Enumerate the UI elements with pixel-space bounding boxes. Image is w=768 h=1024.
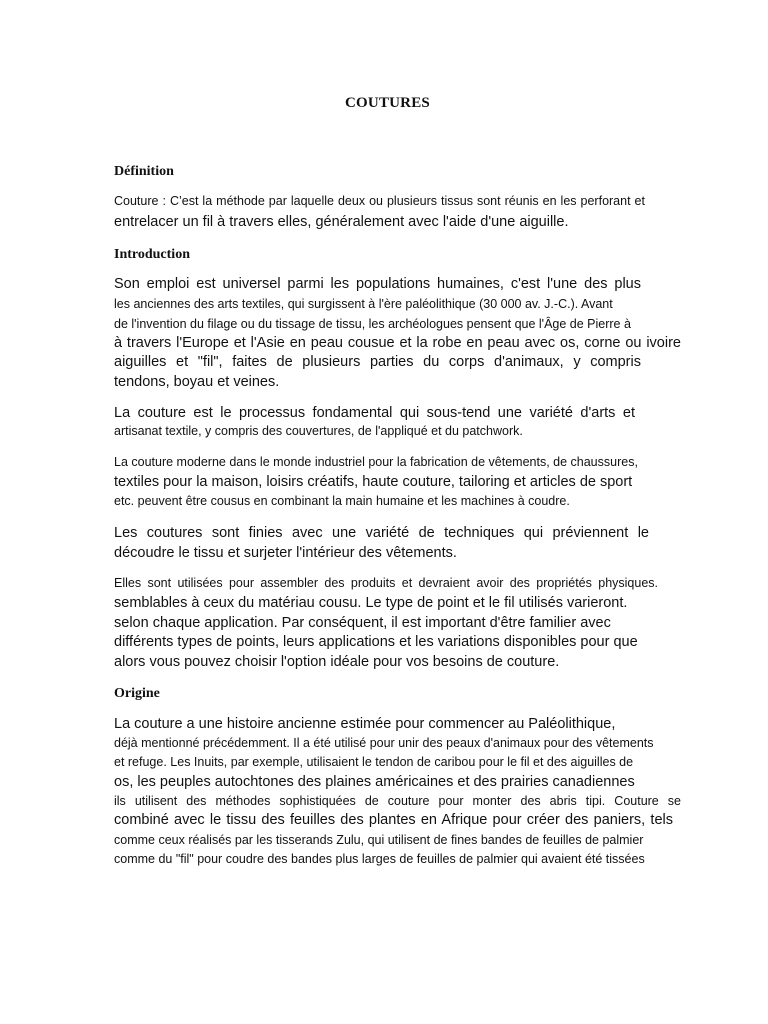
text-line: découdre le tissu et surjeter l'intérieur des vêtements. [114, 545, 457, 561]
text-line: La couture est le processus fondamental qui sous-tend une variété d'arts et [114, 405, 635, 421]
text-line: différents types de points, leurs applications et les variations disponibles pour que [114, 634, 638, 650]
text-line: aiguilles et "fil", faites de plusieurs parties du corps d'animaux, y compris [114, 354, 641, 370]
text-line: etc. peuvent être cousus en combinant la main humaine et les machines à coudre. [114, 494, 570, 508]
text-line: Les coutures sont finies avec une variété de techniques qui préviennent le [114, 525, 649, 541]
text-line: les anciennes des arts textiles, qui surgissent à l'ère paléolithique (30 000 av. J.-C.). Avant [114, 297, 613, 311]
text-line: ils utilisent des méthodes sophistiquées de couture pour monter des abris tipi. Couture se [114, 794, 681, 808]
text-line: alors vous pouvez choisir l'option idéale pour vos besoins de couture. [114, 654, 560, 670]
text-line: comme du "fil" pour coudre des bandes plus larges de feuilles de palmier qui avaient été tissées [114, 852, 645, 866]
text-line: déjà mentionné précédemment. Il a été utilisé pour unir des peaux d'animaux pour des vêtements [114, 736, 654, 750]
text-line: Son emploi est universel parmi les populations humaines, c'est l'une des plus [114, 276, 641, 292]
text-line: et refuge. Les Inuits, par exemple, utilisaient le tendon de caribou pour le fil et des aiguilles de [114, 755, 634, 769]
text-line: à travers l'Europe et l'Asie en peau cousue et la robe en peau avec os, corne ou ivoire [114, 335, 681, 351]
text-line: artisanat textile, y compris des couvertures, de l'appliqué et du patchwork. [114, 424, 523, 438]
text-line: entrelacer un fil à travers elles, généralement avec l'aide d'une aiguille. [114, 214, 569, 230]
text-line: tendons, boyau et veines. [114, 374, 280, 390]
text-line: combiné avec le tissu des feuilles des plantes en Afrique pour créer des paniers, tels [114, 812, 673, 828]
text-line: textiles pour la maison, loisirs créatifs, haute couture, tailoring et articles de sport [114, 474, 633, 490]
text-line: semblables à ceux du matériau cousu. Le type de point et le fil utilisés varieront. [114, 595, 628, 611]
introduction-heading: Introduction [114, 247, 190, 262]
text-line: selon chaque application. Par conséquent, il est important d'être familier avec [114, 615, 611, 631]
text-line: La couture moderne dans le monde industriel pour la fabrication de vêtements, de chaussures, [114, 455, 638, 469]
text-line: os, les peuples autochtones des plaines américaines et des prairies canadiennes [114, 774, 635, 790]
text-line: La couture a une histoire ancienne estimée pour commencer au Paléolithique, [114, 716, 616, 732]
text-line: comme ceux réalisés par les tisserands Zulu, qui utilisent de fines bandes de feuilles de palmier [114, 833, 644, 847]
text-line: Couture : C’est la méthode par laquelle deux ou plusieurs tissus sont réunis en les perforant et [114, 194, 645, 208]
page-title: COUTURES [345, 95, 430, 111]
definition-heading: Définition [114, 164, 174, 179]
text-line: de l'invention du filage ou du tissage de tissu, les archéologues pensent que l'Âge de Pierre à [114, 317, 631, 331]
origine-heading: Origine [114, 686, 160, 701]
text-line: Elles sont utilisées pour assembler des produits et devraient avoir des propriétés physiques. [114, 576, 658, 590]
